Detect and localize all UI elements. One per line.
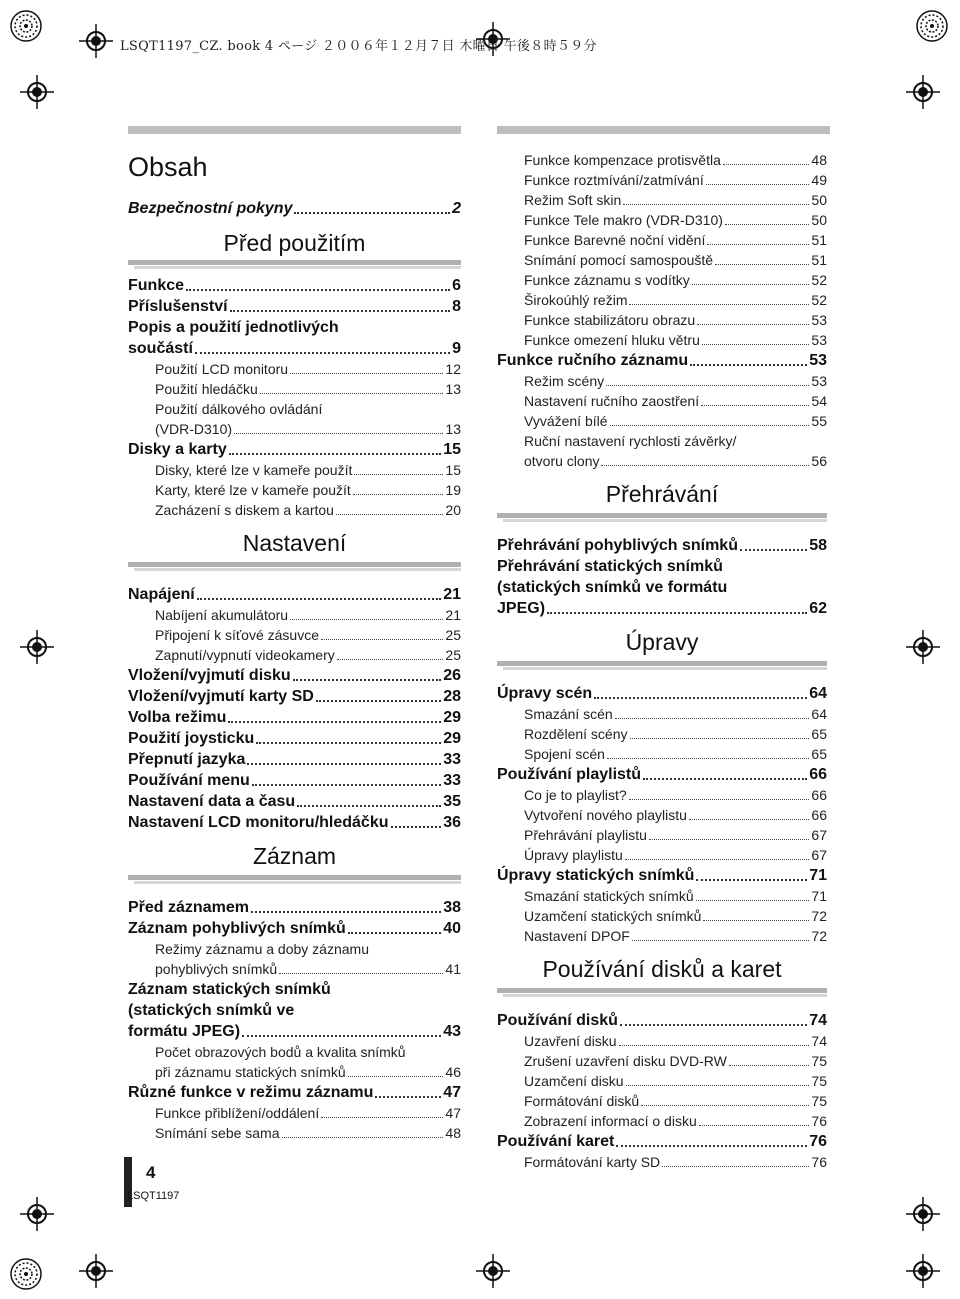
toc-subentry[interactable]: Funkce omezení hluku větru 53 [524, 332, 827, 348]
toc-entry[interactable]: Nastavení LCD monitoru/hledáčku 36 [128, 814, 461, 831]
top-divider [497, 126, 830, 134]
toc-subentry[interactable]: Co je to playlist? 66 [524, 787, 827, 803]
section-heading: Před použitím [223, 230, 366, 256]
section-heading: Přehrávání [605, 481, 719, 507]
toc-entry[interactable]: Používání menu 33 [128, 772, 461, 789]
toc-subentry[interactable]: Nastavení ručního zaostření 54 [524, 393, 827, 409]
page-title: Obsah [128, 152, 208, 182]
toc-subentry[interactable]: Snímání pomocí samospouště 51 [524, 252, 827, 268]
section-heading: Úpravy [625, 629, 699, 655]
toc-subentry[interactable]: při záznamu statických snímků 46 [155, 1064, 461, 1080]
toc-subentry[interactable]: Formátování karty SD 76 [524, 1154, 827, 1170]
toc-subentry[interactable]: (VDR-D310) 13 [155, 421, 461, 437]
registration-mark-icon [906, 630, 940, 664]
toc-subentry[interactable]: Spojení scén 65 [524, 746, 827, 762]
toc-subentry[interactable]: Snímání sebe sama 48 [155, 1125, 461, 1141]
color-wheel-icon [10, 1258, 42, 1290]
toc-subentry[interactable]: Smazání scén 64 [524, 706, 827, 722]
toc-subentry[interactable]: Zobrazení informací o disku 76 [524, 1113, 827, 1129]
toc-entry[interactable]: Záznam pohyblivých snímků 40 [128, 920, 461, 937]
registration-mark-icon [20, 75, 54, 109]
color-wheel-icon [916, 10, 948, 42]
toc-entry-line: Záznam statických snímků [128, 981, 331, 998]
toc-subentry[interactable]: Použití hledáčku 13 [155, 381, 461, 397]
registration-mark-icon [906, 75, 940, 109]
color-wheel-icon [10, 10, 42, 42]
toc-subentry[interactable]: pohyblivých snímků 41 [155, 961, 461, 977]
toc-subentry[interactable]: Vytvoření nového playlistu 66 [524, 807, 827, 823]
toc-subentry[interactable]: Disky, které lze v kameře použít 15 [155, 462, 461, 478]
section-divider [497, 988, 827, 998]
section-divider [128, 875, 461, 885]
toc-entry-line: Přehrávání statických snímků [497, 558, 723, 575]
toc-subentry[interactable]: Karty, které lze v kameře použít 19 [155, 482, 461, 498]
section-divider [497, 513, 827, 523]
toc-entry[interactable]: Nastavení data a času 35 [128, 793, 461, 810]
registration-mark-icon [906, 1254, 940, 1288]
toc-subentry[interactable]: Zrušení uzavření disku DVD-RW 75 [524, 1053, 827, 1069]
toc-entry[interactable]: Funkce 6 [128, 277, 461, 294]
toc-subentry[interactable]: Nabíjení akumulátoru 21 [155, 607, 461, 623]
toc-entry[interactable]: Vložení/vyjmutí karty SD 28 [128, 688, 461, 705]
toc-entry[interactable]: Napájení 21 [128, 586, 461, 603]
toc-subentry[interactable]: Nastavení DPOF 72 [524, 928, 827, 944]
toc-entry-line: Popis a použití jednotlivých [128, 319, 339, 336]
registration-mark-icon [906, 1197, 940, 1231]
toc-subentry[interactable]: Uzamčení disku 75 [524, 1073, 827, 1089]
page-number: 4 [146, 1163, 156, 1182]
registration-mark-icon [20, 1197, 54, 1231]
toc-entry[interactable]: Volba režimu 29 [128, 709, 461, 726]
toc-subentry[interactable]: Úpravy playlistu 67 [524, 847, 827, 863]
toc-subentry[interactable]: Zapnutí/vypnutí videokamery 25 [155, 647, 461, 663]
toc-entry[interactable]: Různé funkce v režimu záznamu 47 [128, 1084, 461, 1101]
toc-entry[interactable]: Před záznamem 38 [128, 899, 461, 916]
toc-entry[interactable]: součástí 9 [128, 340, 461, 357]
registration-mark-icon [79, 24, 113, 58]
toc-entry[interactable]: Používání playlistů 66 [497, 766, 827, 783]
toc-subentry[interactable]: otvoru clony 56 [524, 453, 827, 469]
toc-entry-line: (statických snímků ve formátu [497, 579, 728, 596]
toc-subentry[interactable]: Uzavření disku 74 [524, 1033, 827, 1049]
toc-subentry-line: Použití dálkového ovládání [155, 401, 323, 417]
toc-subentry[interactable]: Rozdělení scény 65 [524, 726, 827, 742]
toc-subentry[interactable]: Uzamčení statických snímků 72 [524, 908, 827, 924]
toc-subentry[interactable]: Funkce roztmívání/zatmívání 49 [524, 172, 827, 188]
top-divider [128, 126, 461, 134]
toc-subentry[interactable]: Funkce stabilizátoru obrazu 53 [524, 312, 827, 328]
toc-entry[interactable] [128, 198, 461, 219]
toc-subentry[interactable]: Přehrávání playlistu 67 [524, 827, 827, 843]
toc-entry[interactable]: Disky a karty 15 [128, 441, 461, 458]
toc-subentry[interactable]: Funkce Barevné noční vidění 51 [524, 232, 827, 248]
toc-entry[interactable]: Úpravy statických snímků 71 [497, 867, 827, 884]
toc-subentry[interactable]: Širokoúhlý režim 52 [524, 292, 827, 308]
registration-mark-icon [79, 1254, 113, 1288]
toc-subentry-line: Ruční nastavení rychlosti závěrky/ [524, 433, 737, 449]
toc-subentry[interactable]: Funkce přiblížení/oddálení 47 [155, 1105, 461, 1121]
toc-subentry[interactable]: Použití LCD monitoru 12 [155, 361, 461, 377]
toc-entry[interactable]: Přehrávání pohyblivých snímků 58 [497, 537, 827, 554]
toc-entry[interactable]: JPEG) 62 [497, 600, 827, 617]
document-code: LSQT1197 [127, 1190, 180, 1202]
toc-entry[interactable]: Vložení/vyjmutí disku 26 [128, 667, 461, 684]
toc-subentry[interactable]: Režim scény 53 [524, 373, 827, 389]
toc-subentry[interactable]: Funkce záznamu s vodítky 52 [524, 272, 827, 288]
toc-right-column [497, 150, 827, 1172]
registration-mark-icon [476, 1254, 510, 1288]
registration-mark-icon [20, 630, 54, 664]
section-divider [128, 260, 461, 270]
toc-left-column [128, 150, 461, 1143]
toc-subentry[interactable]: Připojení k síťové zásuvce 25 [155, 627, 461, 643]
toc-entry[interactable]: Používání karet 76 [497, 1133, 827, 1150]
section-heading: Používání disků a karet [542, 956, 782, 982]
toc-subentry[interactable]: Funkce Tele makro (VDR-D310) 50 [524, 212, 827, 228]
section-divider [497, 661, 827, 671]
toc-subentry[interactable]: Režim Soft skin 50 [524, 192, 827, 208]
toc-subentry-line: Režimy záznamu a doby záznamu [155, 941, 369, 957]
toc-entry[interactable]: Používání disků 74 [497, 1012, 827, 1029]
toc-entry-title: Bezpečnostní pokyny [128, 200, 293, 217]
toc-entry[interactable]: Použití joysticku 29 [128, 730, 461, 747]
section-heading: Záznam [252, 843, 337, 869]
toc-entry-line: (statických snímků ve [128, 1002, 295, 1019]
toc-entry[interactable]: formátu JPEG) 43 [128, 1023, 461, 1040]
toc-entry[interactable]: Úpravy scén 64 [497, 685, 827, 702]
toc-subentry[interactable]: Vyvážení bílé 55 [524, 413, 827, 429]
section-heading: Nastavení [242, 530, 347, 556]
toc-subentry-line: Počet obrazových bodů a kvalita snímků [155, 1044, 406, 1060]
toc-subentry[interactable]: Smazání statických snímků 71 [524, 888, 827, 904]
toc-subentry[interactable]: Zacházení s diskem a kartou 20 [155, 502, 461, 518]
toc-subentry[interactable]: Funkce kompenzace protisvětla 48 [524, 152, 827, 168]
file-header: LSQT1197_CZ. book 4 ページ ２００６年１２月７日 木曜日 午後８時５９分 [120, 39, 597, 54]
toc-entry[interactable]: Příslušenství 8 [128, 298, 461, 315]
section-divider [128, 562, 461, 572]
toc-entry[interactable]: Funkce ručního záznamu 53 [497, 352, 827, 369]
toc-subentry[interactable]: Formátování disků 75 [524, 1093, 827, 1109]
toc-entry[interactable]: Přepnutí jazyka 33 [128, 751, 461, 768]
toc-entry-page: 2 [452, 200, 461, 217]
